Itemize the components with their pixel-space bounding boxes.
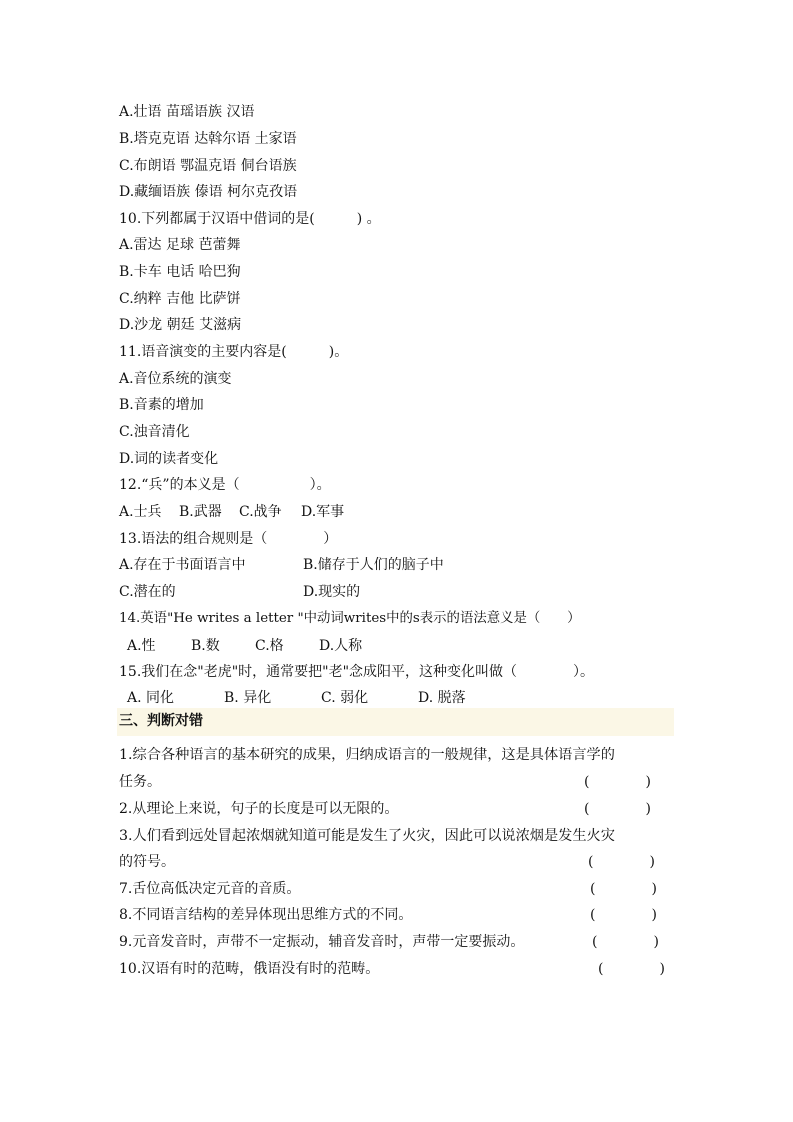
q12-options — [119, 503, 344, 521]
q15-option-b: B. 异化 — [224, 690, 272, 706]
q9-option-a: A.壮语 苗瑶语族 汉语 — [119, 104, 255, 120]
q11-option-a: A.音位系统的演变 — [119, 371, 232, 387]
q9-option-d: D.藏缅语族 傣语 柯尔克孜语 — [119, 184, 298, 200]
q13-options-row1 — [119, 556, 444, 574]
tf-item-9: 9.元音发音时，声带不一定振动，辅音发音时，声带一定要振动。 — [119, 934, 525, 950]
tf-item-3-line2: 的符号。 — [119, 854, 175, 870]
q10-stem: 10.下列都属于汉语中借词的是( ) 。 — [119, 211, 381, 227]
tf-answer-blank-7[interactable]: ( ) — [590, 881, 657, 897]
section-title: 三、判断对错 — [119, 713, 203, 729]
q15-options — [127, 689, 466, 707]
q9-option-b: B.塔克克语 达斡尔语 土家语 — [119, 131, 297, 147]
q14-option-c: C.格 — [255, 638, 284, 654]
tf-answer-blank-9[interactable]: ( ) — [592, 934, 659, 950]
q14-option-a: A.性 — [127, 638, 156, 654]
q13-option-c: C.潜在的 — [119, 584, 176, 600]
q10-option-c: C.纳粹 吉他 比萨饼 — [119, 291, 241, 307]
tf-item-1-line1: 1.综合各种语言的基本研究的成果，归纳成语言的一般规律，这是具体语言学的 — [119, 747, 615, 763]
q13-stem: 13.语法的组合规则是（ ） — [119, 531, 338, 547]
tf-answer-blank-8[interactable]: ( ) — [590, 907, 657, 923]
q11-option-d: D.词的读者变化 — [119, 451, 219, 467]
q10-option-b: B.卡车 电话 哈巴狗 — [119, 264, 241, 280]
tf-answer-blank-1[interactable]: ( ) — [584, 774, 651, 790]
q12-option-d: D.军事 — [301, 504, 345, 520]
q11-stem: 11.语音演变的主要内容是( )。 — [119, 344, 349, 360]
tf-item-3-line1: 3.人们看到远处冒起浓烟就知道可能是发生了火灾，因此可以说浓烟是发生火灾 — [119, 828, 615, 844]
tf-answer-blank-3[interactable]: ( ) — [588, 854, 655, 870]
q12-option-b: B.武器 — [179, 504, 222, 520]
q12-option-c: C.战争 — [239, 504, 282, 520]
q11-option-b: B.音素的增加 — [119, 397, 204, 413]
q14-stem: 14.英语"He writes a letter "中动词writes中的s表示的语法意义是（ ） — [119, 611, 581, 626]
q10-option-a: A.雷达 足球 芭蕾舞 — [119, 237, 241, 253]
q15-option-a: A. 同化 — [127, 690, 175, 706]
q15-option-d: D. 脱落 — [418, 690, 466, 706]
q14-option-d: D.人称 — [319, 638, 363, 654]
tf-item-2: 2.从理论上来说，句子的长度是可以无限的。 — [119, 801, 399, 817]
tf-answer-blank-10[interactable]: ( ) — [598, 961, 665, 977]
q9-option-c: C.布朗语 鄂温克语 侗台语族 — [119, 158, 297, 174]
q12-option-a: A.士兵 — [119, 504, 162, 520]
q13-option-b: B.储存于人们的脑子中 — [303, 557, 444, 573]
q10-option-d: D.沙龙 朝廷 艾滋病 — [119, 317, 242, 333]
section-header — [117, 708, 674, 736]
q13-options-row2 — [119, 583, 360, 601]
q15-option-c: C. 弱化 — [321, 690, 369, 706]
q14-options — [127, 637, 362, 655]
tf-item-1-line2: 任务。 — [119, 774, 161, 790]
q13-option-d: D.现实的 — [303, 584, 361, 600]
q12-stem: 12.“兵”的本义是（ ）。 — [119, 477, 331, 493]
tf-item-7: 7.舌位高低决定元音的音质。 — [119, 881, 301, 897]
tf-item-10: 10.汉语有时的范畴，俄语没有时的范畴。 — [119, 961, 380, 977]
tf-answer-blank-2[interactable]: ( ) — [584, 801, 651, 817]
q14-option-b: B.数 — [191, 638, 220, 654]
q11-option-c: C.浊音清化 — [119, 424, 190, 440]
tf-item-8: 8.不同语言结构的差异体现出思维方式的不同。 — [119, 907, 413, 923]
q15-stem: 15.我们在念"老虎"时，通常要把"老"念成阳平，这种变化叫做（ ）。 — [119, 664, 595, 680]
q13-option-a: A.存在于书面语言中 — [119, 557, 246, 573]
